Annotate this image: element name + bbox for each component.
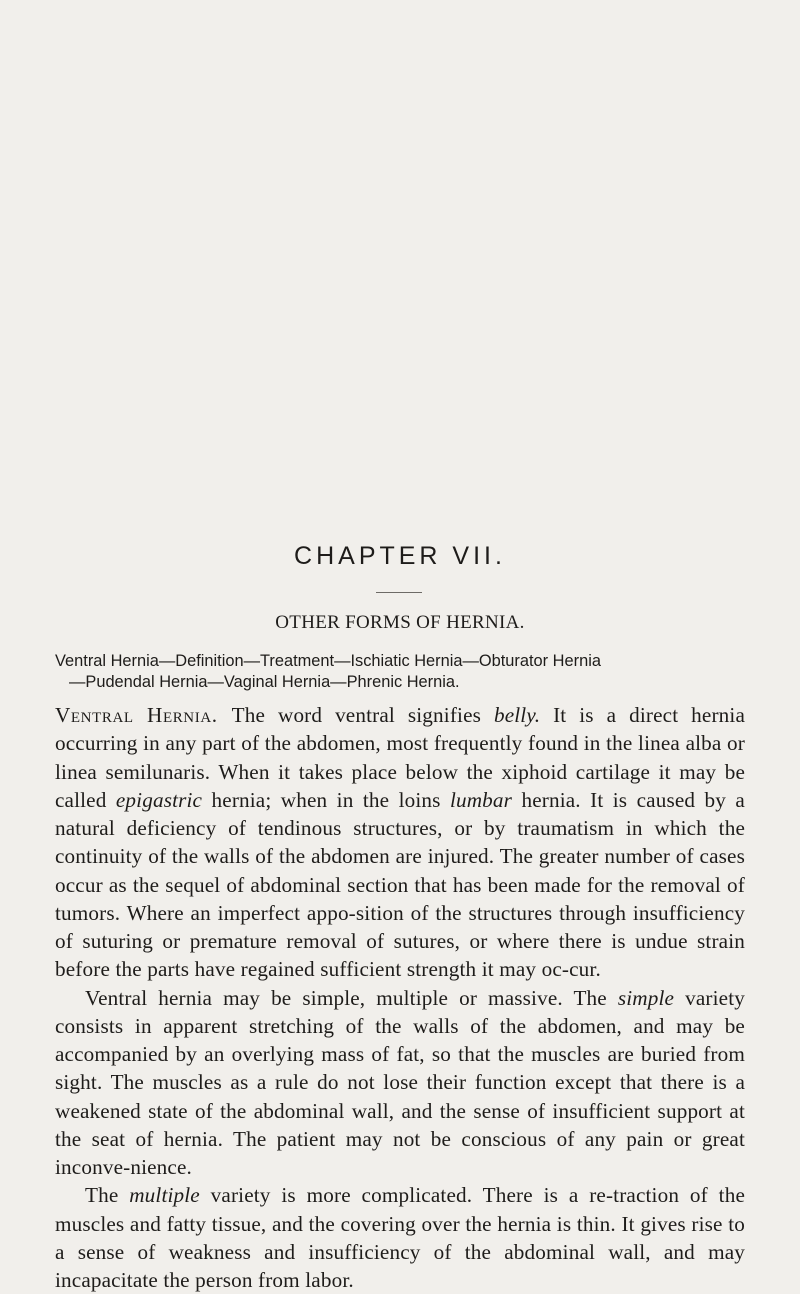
paragraph-ventral-hernia bbox=[55, 701, 745, 984]
italic-term: belly. bbox=[493, 703, 541, 727]
synopsis-line-2: —Pudendal Hernia—Vaginal Hernia—Phrenic Hernia. bbox=[69, 673, 460, 691]
chapter-subtitle: OTHER FORMS OF HERNIA. bbox=[275, 612, 525, 633]
chapter-synopsis bbox=[55, 651, 745, 693]
chapter-title: CHAPTER VII. bbox=[294, 542, 506, 570]
italic-term: multiple bbox=[129, 1183, 200, 1208]
text-run: Ventral hernia may be simple, multiple or massive. The bbox=[85, 985, 618, 1010]
italic-term: epigastric bbox=[115, 787, 203, 812]
italic-term: simple bbox=[617, 985, 675, 1010]
text-run: The bbox=[85, 1183, 130, 1208]
section-heading: Ventral Hernia. bbox=[55, 703, 218, 727]
body-text bbox=[55, 701, 745, 1294]
paragraph-simple-variety bbox=[55, 984, 745, 1182]
text-run: The word ventral signifies bbox=[231, 703, 494, 727]
italic-term: lumbar bbox=[449, 787, 513, 812]
text-run: hernia. It is caused by a natural deficiency of tendinous structures, or by traumatism in which the continuity of the walls of the abdomen are injured. The greater number of cases occur as the sequel of abdominal section that has been made for the removal of tumors. Where an imperfect appo-sition of the structures through insufficiency of suturing or premature removal of sutures, or where there is undue strain before the parts have regained sufficient strength it may oc-cur. bbox=[55, 787, 745, 982]
synopsis-line-1: Ventral Hernia—Definition—Treatment—Ischiatic Hernia—Obturator Hernia bbox=[55, 652, 601, 670]
text-run: hernia; when in the loins bbox=[202, 787, 450, 812]
title-divider bbox=[376, 592, 422, 593]
paragraph-multiple-variety bbox=[55, 1181, 745, 1294]
text-run: It is a direct hernia occurring in any part of the abdomen, most frequently found in the linea alba or linea semilunaris. When it takes place below the xiphoid cartilage it may be called bbox=[55, 703, 746, 812]
text-run: variety consists in apparent stretching of the walls of the abdomen, and may be accompanied by an overlying mass of fat, so that the muscles are buried from sight. The muscles as a rule do not lose their function except that there is a weakened state of the abdominal wall, and the sense of insufficient support at the seat of hernia. The patient may not be conscious of any pain or great inconve-nience. bbox=[55, 985, 745, 1179]
text-run: variety is more complicated. There is a re-traction of the muscles and fatty tissue, and the covering over the hernia is thin. It gives rise to a sense of weakness and insufficiency of the abdominal wall, and may incapacitate the person from labor. bbox=[55, 1183, 745, 1292]
